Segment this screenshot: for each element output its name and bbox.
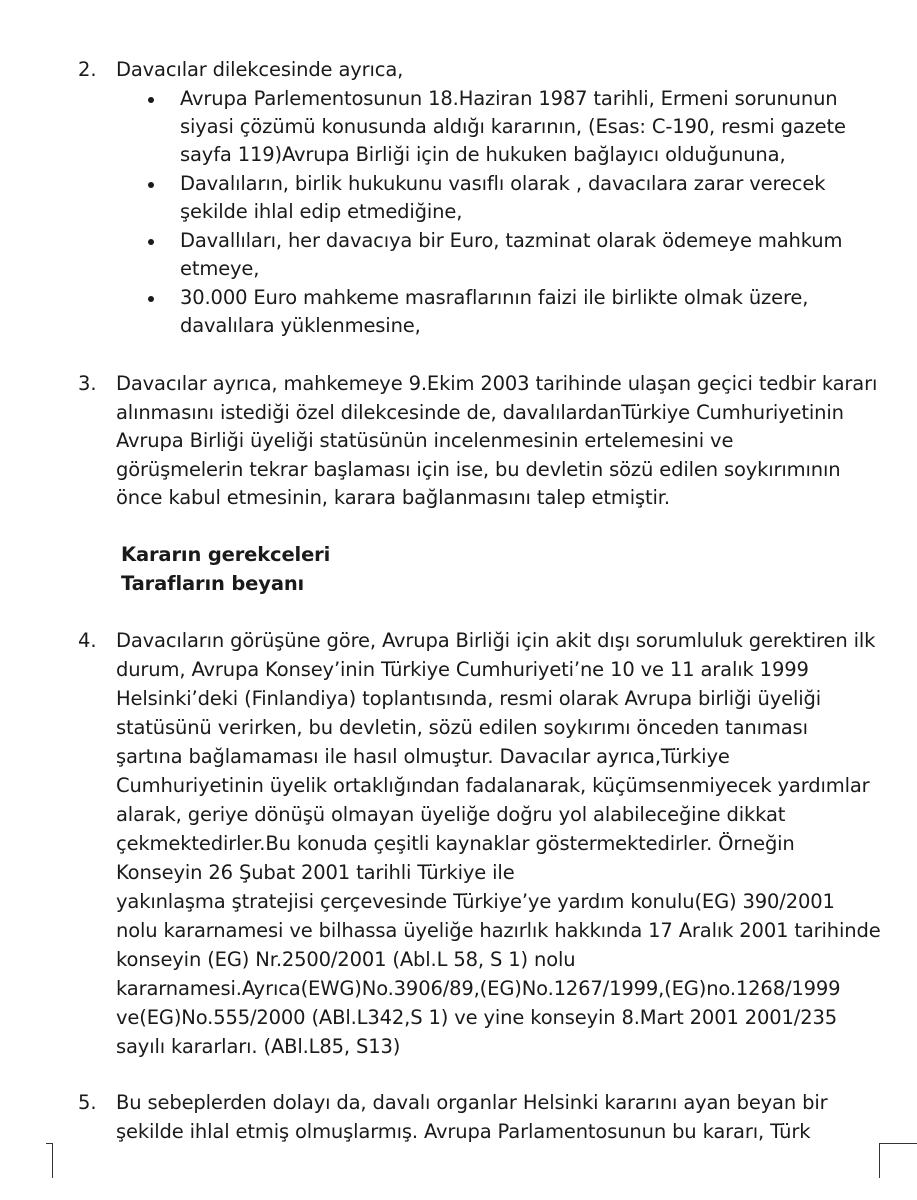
- bullet-marker: [148, 239, 154, 245]
- item-4-line-4: statüsünü verirken, bu devletin, sözü edilen soykırımı önceden tanıması: [116, 716, 808, 739]
- item-4-line-9: Konseyin 26 Şubat 2001 tarihli Türkiye ile: [116, 861, 515, 884]
- item-5-number: 5.: [78, 1091, 97, 1114]
- item-2-bullet-4-line-2: davalılara yüklenmesine,: [180, 314, 421, 337]
- item-4-line-15: sayılı kararları. (ABl.L85, S13): [116, 1035, 401, 1058]
- item-4-line-2: durum, Avrupa Konsey’inin Türkiye Cumhuriyeti’ne 10 ve 11 aralık 1999: [116, 658, 809, 681]
- item-4-line-10: yakınlaşma ştratejisi çerçevesinde Türkiye’ye yardım konulu(EG) 390/2001: [116, 890, 835, 913]
- bullet-marker: [148, 97, 154, 103]
- item-2-bullet-4-line-1: 30.000 Euro mahkeme masraflarının faizi ile birlikte olmak üzere,: [180, 286, 809, 309]
- item-2-bullet-1-line-3: sayfa 119)Avrupa Birliği için de hukuken bağlayıcı olduğununa,: [180, 143, 786, 166]
- item-5-line-1: Bu sebeplerden dolayı da, davalı organlar Helsinki kararını ayan beyan bir: [116, 1091, 828, 1114]
- item-2-bullet-2-line-2: şekilde ihlal edip etmediğine,: [180, 200, 463, 223]
- item-3-line-1: Davacılar ayrıca, mahkemeye 9.Ekim 2003 tarihinde ulaşan geçici tedbir kararı: [116, 372, 878, 395]
- section-heading-reasons: Kararın gerekceleri: [121, 543, 331, 566]
- item-4-number: 4.: [78, 629, 97, 652]
- item-4-line-8: çekmektedirler.Bu konuda çeşitli kaynaklar göstermektedirler. Örneğin: [116, 832, 795, 855]
- item-2-bullet-2-line-1: Davalıların, birlik hukukunu vasıflı olarak , davacılara zarar verecek: [180, 172, 826, 195]
- item-4-line-7: alarak, geriye dönüşü olmayan üyeliğe doğru yol alabileceğine dikkat: [116, 803, 786, 826]
- bullet-marker: [148, 296, 154, 302]
- item-4-line-13: kararnamesi.Ayrıca(EWG)No.3906/89,(EG)No.1267/1999,(EG)no.1268/1999: [116, 977, 841, 1000]
- item-4-line-6: Cumhuriyetinin üyelik ortaklığından fadalanarak, küçümsenmiyecek yardımlar: [116, 774, 870, 797]
- item-3-number: 3.: [78, 372, 97, 395]
- item-2-bullet-1-line-1: Avrupa Parlementosunun 18.Haziran 1987 tarihli, Ermeni sorununun: [180, 87, 838, 110]
- item-3-line-5: önce kabul etmesinin, karara bağlanmasını talep etmiştir.: [116, 486, 670, 509]
- item-5-line-2: şekilde ihlal etmiş olmuşlarmış. Avrupa Parlamentosunun bu kararı, Türk: [116, 1120, 811, 1143]
- section-heading-statements: Tarafların beyanı: [121, 572, 305, 595]
- item-3-line-4: görüşmelerin tekrar başlaması için ise, bu devletin sözü edilen soykırımının: [116, 458, 841, 481]
- item-4-line-11: nolu kararnamesi ve bilhassa üyeliğe hazırlık hakkında 17 Aralık 2001 tarihinde: [116, 919, 881, 942]
- item-2-bullet-1-line-2: siyasi çözümü konusunda aldığı kararının, (Esas: C-190, resmi gazete: [180, 115, 846, 138]
- item-4-line-14: ve(EG)No.555/2000 (ABl.L342,S 1) ve yine konseyin 8.Mart 2001 2001/235: [116, 1006, 837, 1029]
- item-2-bullet-3-line-2: etmeye,: [180, 257, 260, 280]
- item-3-line-3: Avrupa Birliği üyeliği statüsünün incelenmesinin ertelemesini ve: [116, 429, 734, 452]
- item-2-number: 2.: [78, 58, 97, 81]
- bullet-marker: [148, 182, 154, 188]
- item-4-line-3: Helsinki’deki (Finlandiya) toplantısında, resmi olarak Avrupa birliği üyeliği: [116, 687, 821, 710]
- item-4-line-5: şartına bağlamaması ile hasıl olmuştur. Davacılar ayrıca,Türkiye: [116, 745, 730, 768]
- crop-mark-left: [46, 1143, 53, 1178]
- crop-mark-right: [879, 1143, 917, 1178]
- item-2-bullet-3-line-1: Davallıları, her davacıya bir Euro, tazminat olarak ödemeye mahkum: [180, 229, 843, 252]
- item-3-line-2: alınmasını istediği özel dilekcesinde de, davalılardanTürkiye Cumhuriyetinin: [116, 401, 844, 424]
- item-4-line-1: Davacıların görüşüne göre, Avrupa Birliği için akit dışı sorumluluk gerektiren ilk: [116, 629, 876, 652]
- item-2-intro: Davacılar dilekcesinde ayrıca,: [116, 58, 404, 81]
- item-4-line-12: konseyin (EG) Nr.2500/2001 (Abl.L 58, S 1) nolu: [116, 948, 576, 971]
